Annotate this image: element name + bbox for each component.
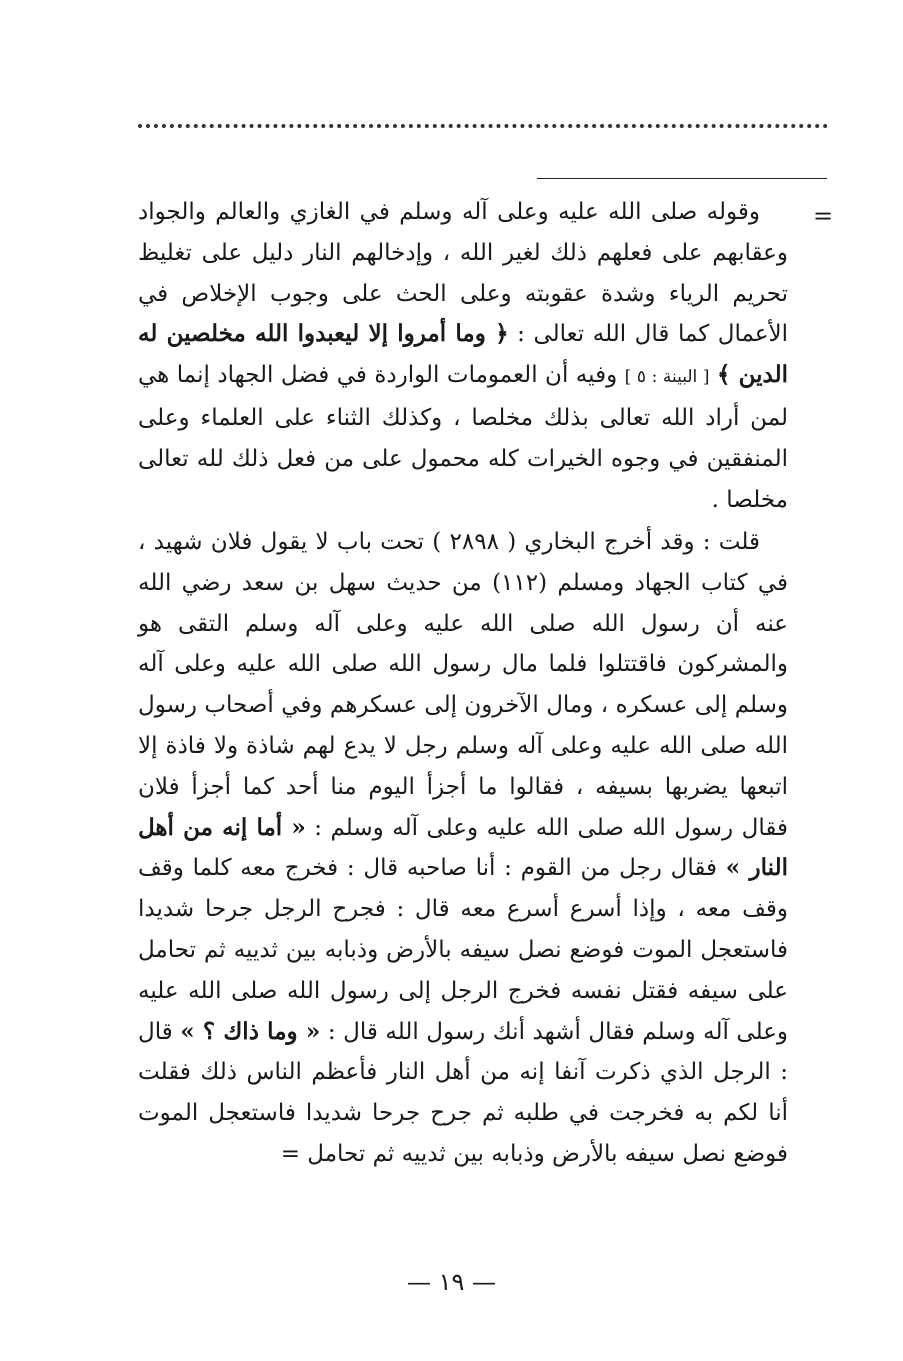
paragraph-1-rest: وفيه أن العمومات الواردة في فضل الجهاد إنما هي لمن أراد الله تعالى بذلك مخلصا ، وكذلك الثناء على العلماء وعلى المنفقين في وجوه الخيرات كله محمول على من فعل ذلك لله تعالى مخلصا . bbox=[138, 362, 788, 513]
continuation-mark: = bbox=[812, 202, 834, 230]
hadith-quote-2: « وما ذاك ؟ » bbox=[180, 1017, 321, 1045]
dotted-separator bbox=[138, 124, 828, 128]
verse-reference: [ البينة : ٥ ] bbox=[624, 367, 710, 388]
footnote-paragraph-1 bbox=[138, 192, 788, 520]
quran-verse: ﴿ وما أمروا إلا ليعبدوا الله مخلصين له الدين ﴾ bbox=[138, 320, 788, 389]
page-number: — ١٩ — bbox=[406, 1268, 497, 1296]
hadith-quote-1: « أما إنه من أهل النار » bbox=[138, 813, 789, 882]
paragraph-1-intro: وقوله صلى الله عليه وعلى آله وسلم في الغازي والعالم والجواد وعقابهم على فعلهم ذلك لغير الله ، وإدخالهم النار دليل على تغليظ تحريم الرياء وشدة عقوبته وعلى الحث على وجوب الإخلاص في الأعمال كما قال الله تعالى : bbox=[138, 199, 789, 348]
footnote-paragraph-2 bbox=[138, 522, 788, 1175]
paragraph-2-part-3: قال : الرجل الذي ذكرت آنفا إنه من أهل النار فأعظم الناس ذلك فقلت أنا لكم به فخرجت في طلبه ثم جرح جرحا شديدا فاستعجل الموت فوضع نصل سيفه بالأرض وذبابه بين ثدييه ثم تحامل = bbox=[138, 1018, 788, 1167]
footnote-rule bbox=[537, 178, 827, 179]
paragraph-2-part-2: فقال رجل من القوم : أنا صاحبه قال : فخرج معه كلما وقف وقف معه ، وإذا أسرع أسرع معه قال : فجرح الرجل جرحا شديدا فاستعجل الموت فوضع نصل سيفه بالأرض وذبابه بين ثدييه ثم تحامل على سيفه فقتل نفسه فخرج الرجل إلى رسول الله صلى الله عليه وعلى آله وسلم فقال أشهد أنك رسول الله قال : bbox=[138, 855, 789, 1045]
paragraph-2-part-1: قلت : وقد أخرج البخاري ( ٢٨٩٨ ) تحت باب لا يقول فلان شهيد ، في كتاب الجهاد ومسلم (١١٢) من حديث سهل بن سعد رضي الله عنه أن رسول الله صلى الله عليه وعلى آله وسلم التقى هو والمشركون فاقتتلوا فلما مال رسول الله صلى الله عليه وعلى آله وسلم إلى عسكره ، ومال الآخرون إلى عسكرهم وفي أصحاب رسول الله صلى الله عليه وعلى آله وسلم رجل لا يدع لهم شاذة ولا فاذة إلا اتبعها يضربها بسيفه ، فقالوا ما أجزأ اليوم منا أحد كما أجزأ فلان فقال رسول الله صلى الله عليه وعلى آله وسلم : bbox=[138, 529, 789, 841]
